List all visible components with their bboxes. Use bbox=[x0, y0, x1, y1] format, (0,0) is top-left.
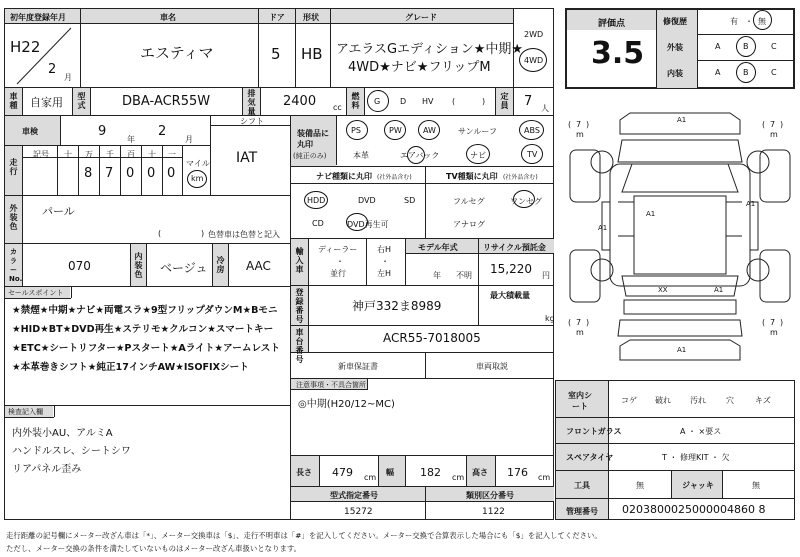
load-label: 最大積載量 bbox=[490, 291, 530, 300]
color-note: 色替車は色替と記入 bbox=[208, 230, 280, 239]
navi-dvd-play: DVD再生可 bbox=[347, 220, 389, 229]
unit-sen: 千 bbox=[106, 150, 114, 159]
color-no-label: カラーNo. bbox=[9, 248, 23, 283]
car-name: エスティマ bbox=[140, 44, 214, 62]
model-label: 型式 bbox=[77, 92, 86, 110]
equip-tv: TV bbox=[527, 150, 538, 159]
equipment-label-1: 装備品に bbox=[297, 129, 329, 138]
inspection-year: 9 bbox=[98, 124, 107, 139]
management-label: 管理番号 bbox=[566, 507, 598, 516]
bracket-tr-close: ) bbox=[780, 120, 784, 129]
bracket-br-unit: m bbox=[770, 328, 778, 337]
score: 3.5 bbox=[591, 36, 645, 71]
spare-tire: T ・ 修理KIT ・ 欠 bbox=[662, 453, 730, 462]
unit-ichi: 一 bbox=[168, 150, 176, 159]
fuel-paren-close: ) bbox=[482, 97, 486, 106]
sales-point-line: ★本革巻きシフト★純正17インチAW★ISOFIXシート bbox=[12, 362, 249, 373]
km-label: km bbox=[191, 174, 204, 183]
damage-mark: A1 bbox=[746, 200, 756, 208]
exterior-label: 外装 bbox=[667, 43, 683, 52]
model-year-label: モデル年式 bbox=[418, 243, 458, 252]
category: 自家用 bbox=[30, 96, 63, 109]
equip-sunroof: サンルーフ bbox=[458, 127, 497, 136]
doors-label: ドア bbox=[269, 13, 285, 22]
bracket-tl-unit: m bbox=[576, 130, 584, 139]
bracket-tl-num: 7 bbox=[576, 120, 582, 129]
color-note-close: ) bbox=[201, 229, 205, 238]
notes-label: 注意事項・不具合箇所 bbox=[296, 381, 366, 389]
navi-type-sub: (社外品含む) bbox=[377, 174, 412, 181]
first-reg-era: H22 bbox=[10, 38, 41, 56]
interior-b: B bbox=[743, 68, 749, 77]
model-year-unit: 年 bbox=[433, 271, 441, 280]
sales-points-label: セールスポイント bbox=[8, 289, 64, 297]
import-dealer: ディーラー bbox=[318, 245, 358, 254]
bracket-tl-open: ( bbox=[568, 120, 572, 129]
bracket-bl-unit: m bbox=[576, 328, 584, 337]
fuel-option-paren: ( bbox=[452, 97, 456, 106]
jack-label: ジャッキ bbox=[682, 481, 714, 490]
unit-man: 万 bbox=[85, 150, 93, 159]
equipment-label-2: 丸印 bbox=[297, 140, 313, 149]
grade-line1: アエラスGエディション★中期★ bbox=[336, 42, 524, 57]
bracket-bl-num: 7 bbox=[576, 318, 582, 327]
ac-label: 冷房 bbox=[216, 256, 225, 274]
damage-diagram bbox=[562, 100, 798, 370]
bracket-tr-open: ( bbox=[762, 120, 766, 129]
displacement: 2400 bbox=[283, 94, 317, 109]
tv-type-label: TV種類に丸印 bbox=[446, 172, 498, 181]
navi-sd: SD bbox=[404, 196, 416, 205]
bracket-br-open: ( bbox=[762, 318, 766, 327]
bracket-bl-open: ( bbox=[568, 318, 572, 327]
notes: ◎中期(H20/12~MC) bbox=[298, 399, 395, 410]
inspector-line: 内外装小AU、アルミA bbox=[12, 428, 113, 439]
color-label: 外装色 bbox=[9, 204, 18, 231]
tools: 無 bbox=[636, 481, 644, 490]
class-number-label: 類別区分番号 bbox=[466, 491, 514, 500]
shape: HB bbox=[301, 45, 323, 63]
equip-navi: ナビ bbox=[470, 151, 486, 160]
cc-unit: cc bbox=[333, 103, 342, 112]
seat-option: 破れ bbox=[655, 396, 671, 405]
interior-a: A bbox=[715, 68, 721, 77]
equip-leather: 本革 bbox=[353, 151, 369, 160]
bracket-tl-close: ) bbox=[586, 120, 590, 129]
navi-type-label: ナビ種類に丸印 bbox=[316, 172, 372, 181]
damage-mark: A1 bbox=[646, 210, 656, 218]
sales-point-line: ★ETC★シートリフター★Pスタート★Aライト★アームレスト bbox=[12, 343, 280, 354]
inspection-year-unit: 年 bbox=[127, 135, 135, 144]
color-note-open: ( bbox=[158, 229, 162, 238]
repair-option-none: 無 bbox=[758, 17, 766, 26]
doors: 5 bbox=[271, 45, 281, 63]
length: 479 bbox=[332, 466, 353, 479]
bracket-tr-num: 7 bbox=[770, 120, 776, 129]
unit-10man: 十 bbox=[64, 150, 72, 159]
inspection-month: 2 bbox=[158, 124, 167, 139]
unit-hyaku: 百 bbox=[127, 150, 135, 159]
score-label: 評価点 bbox=[598, 19, 626, 29]
repair-option-dot: ・ bbox=[745, 17, 753, 26]
navi-cd: CD bbox=[312, 219, 324, 228]
color-value: パール bbox=[42, 205, 75, 218]
height-label: 高さ bbox=[472, 468, 488, 477]
mile-label: マイル bbox=[186, 159, 210, 168]
sales-point-line: ★HID★BT★DVD再生★ステリモ★クルコン★スマートキー bbox=[12, 324, 274, 335]
interior-seat-label: 室内シート bbox=[568, 391, 592, 411]
damage-mark: A1 bbox=[677, 116, 687, 124]
mileage-digit: 8 bbox=[84, 166, 93, 181]
shift: IAT bbox=[236, 150, 258, 166]
bracket-br-close: ) bbox=[780, 318, 784, 327]
exterior-c: C bbox=[771, 42, 777, 51]
bracket-bl-close: ) bbox=[586, 318, 590, 327]
import-dot-2: ・ bbox=[381, 257, 389, 266]
tv-fullseg: フルセグ bbox=[453, 197, 485, 206]
mileage-digit: 7 bbox=[105, 166, 114, 181]
model: DBA-ACR55W bbox=[122, 94, 211, 109]
inspector-label: 検査記入欄 bbox=[8, 408, 43, 416]
damage-mark: A1 bbox=[598, 224, 608, 232]
inspector-line: ハンドルスレ、シートシワ bbox=[12, 446, 131, 457]
import-dot-1: ・ bbox=[336, 257, 344, 266]
import-parallel: 並行 bbox=[330, 269, 346, 278]
equip-abs: ABS bbox=[524, 126, 540, 135]
inspection-month-unit: 月 bbox=[185, 135, 193, 144]
category-label: 車種 bbox=[9, 92, 18, 110]
interior-c: C bbox=[771, 68, 777, 77]
chassis-label: 車台番号 bbox=[295, 328, 304, 364]
displacement-label: 排気量 bbox=[247, 89, 256, 116]
import-left-h: 左H bbox=[377, 269, 392, 278]
inspector-line: リアパネル歪み bbox=[12, 464, 82, 475]
tv-analog: アナログ bbox=[453, 220, 485, 229]
footer-line2: ただし、メーター交換の条件を満たしていないものはメーター改ざん車扱いとなります。 bbox=[6, 544, 302, 553]
mileage-digit: 0 bbox=[167, 166, 176, 181]
navi-hdd: HDD bbox=[307, 196, 326, 205]
spare-tire-label: スペアタイヤ bbox=[566, 453, 614, 462]
exterior-a: A bbox=[715, 42, 721, 51]
registration: 神戸332ま8989 bbox=[352, 299, 442, 313]
car-outline-icon bbox=[562, 100, 798, 370]
model-year-unknown: 不明 bbox=[456, 271, 472, 280]
seat-option: 汚れ bbox=[690, 396, 706, 405]
width-label: 幅 bbox=[386, 468, 394, 477]
chassis: ACR55-7018005 bbox=[383, 331, 481, 345]
seat-option: コゲ bbox=[621, 396, 637, 405]
interior-label: 内装 bbox=[667, 69, 683, 78]
repair-label: 修復歴 bbox=[663, 17, 687, 26]
sales-point-line: ★禁煙★中期★ナビ★両電スラ★9型フリップダウンM★Bモニ bbox=[12, 305, 278, 316]
width-cm: cm bbox=[452, 473, 465, 482]
capacity-unit: 人 bbox=[541, 104, 549, 113]
drive-2wd: 2WD bbox=[524, 30, 544, 39]
registration-label: 登録番号 bbox=[295, 288, 304, 324]
capacity: 7 bbox=[524, 94, 533, 109]
drive-4wd: 4WD bbox=[524, 56, 544, 65]
new-car-warranty: 新車保証書 bbox=[338, 362, 378, 371]
bracket-tr-unit: m bbox=[770, 130, 778, 139]
load-kg: kg bbox=[545, 314, 555, 323]
equip-ps: PS bbox=[351, 126, 361, 135]
damage-mark: A1 bbox=[714, 286, 724, 294]
shape-label: 形状 bbox=[303, 13, 319, 22]
recycle: 15,220 bbox=[490, 262, 532, 276]
ac: AAC bbox=[246, 259, 271, 273]
bracket-br-num: 7 bbox=[770, 318, 776, 327]
fuel-label: 燃料 bbox=[351, 92, 360, 110]
interior-color: ベージュ bbox=[160, 261, 208, 275]
grade-label: グレード bbox=[405, 13, 437, 22]
fuel-option-hv: HV bbox=[422, 97, 434, 106]
recycle-label: リサイクル預託金 bbox=[483, 243, 546, 252]
import-label: 輸入車 bbox=[295, 247, 304, 274]
windshield: A ・ ×要ス bbox=[680, 427, 722, 436]
color-no: 070 bbox=[68, 259, 91, 273]
first-reg-month: 2 bbox=[48, 62, 57, 77]
damage-mark: XX bbox=[658, 286, 668, 294]
recycle-yen: 円 bbox=[542, 271, 550, 280]
tools-label: 工具 bbox=[574, 481, 590, 490]
seat-option: 穴 bbox=[726, 396, 734, 405]
car-manual: 車両取説 bbox=[476, 362, 508, 371]
import-right-h: 右H bbox=[377, 245, 392, 254]
mileage-digit: 0 bbox=[126, 166, 135, 181]
inspection-label: 車検 bbox=[22, 127, 38, 136]
management-number: 0203800025000004860 8 bbox=[622, 503, 766, 516]
jack: 無 bbox=[752, 481, 760, 490]
footer-line1: 走行距離の記号欄にメーター改ざん車は「*」、メーター交換車は「$」、走行不明車は「#」を記入してください。メーター交換で合算表示した場合にも「$」を記入してください。 bbox=[6, 531, 602, 540]
first-reg-month-unit: 月 bbox=[64, 73, 72, 82]
type-number-label: 型式指定番号 bbox=[330, 491, 378, 500]
navi-dvd: DVD bbox=[358, 196, 376, 205]
mileage-digit: 0 bbox=[147, 166, 156, 181]
first-reg-label: 初年度登録年月 bbox=[10, 13, 66, 22]
repair-option-yes: 有 bbox=[730, 17, 738, 26]
tv-oneseg: ワンセグ bbox=[510, 197, 542, 206]
height: 176 bbox=[507, 466, 528, 479]
mileage-mark-label: 記号 bbox=[33, 150, 49, 159]
tv-type-sub: (社外品含む) bbox=[503, 174, 538, 181]
length-cm: cm bbox=[364, 473, 377, 482]
interior-color-label: 内装色 bbox=[134, 252, 143, 279]
class-number: 1122 bbox=[482, 507, 505, 517]
fuel-option-g: G bbox=[374, 97, 381, 106]
length-label: 長さ bbox=[296, 468, 312, 477]
seat-option: キズ bbox=[755, 396, 771, 405]
damage-mark: A1 bbox=[677, 346, 687, 354]
car-name-label: 車名 bbox=[160, 13, 176, 22]
shift-label: シフト bbox=[240, 117, 264, 126]
height-cm: cm bbox=[538, 473, 551, 482]
fuel-option-d: D bbox=[400, 97, 407, 106]
unit-ju: 十 bbox=[148, 150, 156, 159]
equip-airbag: エアバック bbox=[400, 151, 440, 160]
mileage-label: 走行 bbox=[9, 158, 18, 176]
equip-aw: AW bbox=[423, 126, 436, 135]
grade-line2: 4WD★ナビ★フリップM bbox=[348, 60, 491, 75]
equip-pw: PW bbox=[389, 126, 402, 135]
type-number: 15272 bbox=[344, 507, 373, 517]
width: 182 bbox=[420, 466, 441, 479]
exterior-b: B bbox=[743, 42, 749, 51]
windshield-label: フロントガラス bbox=[566, 427, 622, 436]
capacity-label: 定員 bbox=[500, 92, 509, 110]
equipment-label-3: (純正のみ) bbox=[293, 152, 327, 160]
